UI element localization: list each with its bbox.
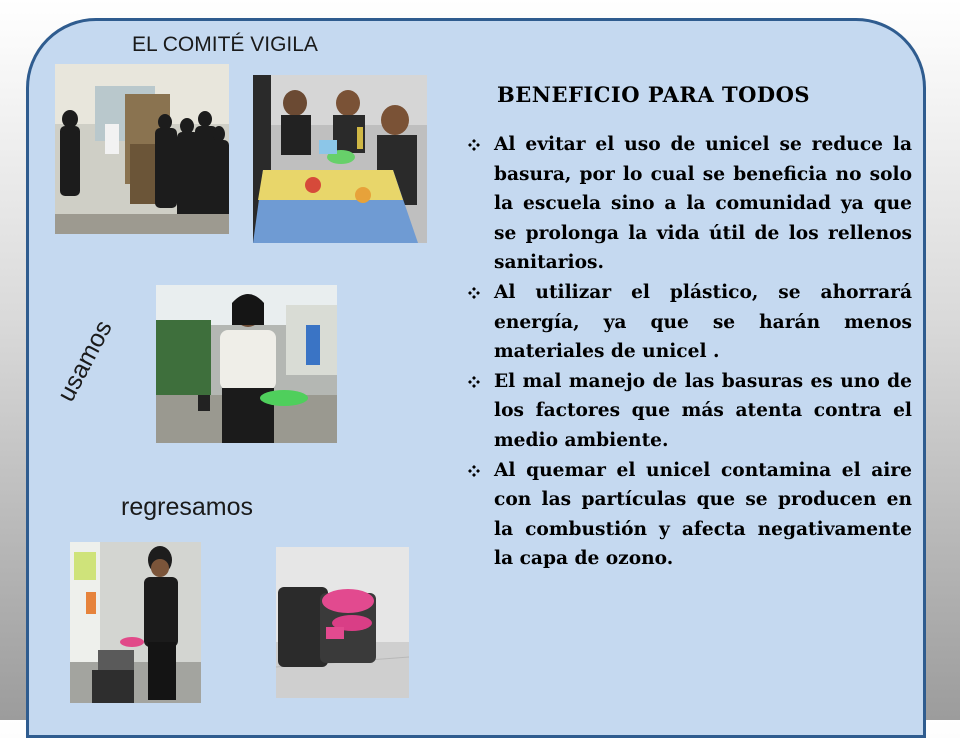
committee-label: EL COMITÉ VIGILA	[132, 33, 318, 56]
bullet-text: Al evitar el uso de unicel se reduce la basura, por lo cual se beneficia no solo la escuela sino a la comunidad ya que se prolonga la vida útil de los rellenos sanitarios.	[494, 134, 912, 274]
cafeteria-line-photo	[55, 64, 229, 234]
bins-with-plates-photo	[276, 547, 409, 698]
list-item	[462, 367, 912, 456]
bullet-text: Al quemar el unicel contamina el aire con las partículas que se producen en la combustión y afecta negativamente la capa de ozono.	[494, 459, 912, 570]
list-item	[462, 130, 912, 278]
benefits-list	[462, 130, 912, 574]
usamos-label: usamos	[52, 315, 118, 407]
four-diamond-bullet-icon	[468, 287, 480, 299]
boy-depositing-plate-photo	[70, 542, 201, 703]
four-diamond-bullet-icon	[468, 376, 480, 388]
list-item	[462, 278, 912, 367]
four-diamond-bullet-icon	[468, 465, 480, 477]
list-item	[462, 456, 912, 574]
four-diamond-bullet-icon	[468, 139, 480, 151]
benefits-heading: BENEFICIO PARA TODOS	[497, 82, 811, 107]
regresamos-label: regresamos	[121, 493, 253, 521]
bullet-text: El mal manejo de las basuras es uno de los factores que más atenta contra el medio ambiente.	[494, 370, 912, 451]
bullet-text: Al utilizar el plástico, se ahorrará energía, ya que se harán menos materiales de unicel .	[494, 281, 912, 363]
girl-with-plate-photo	[156, 285, 337, 443]
children-eating-photo	[253, 75, 427, 243]
